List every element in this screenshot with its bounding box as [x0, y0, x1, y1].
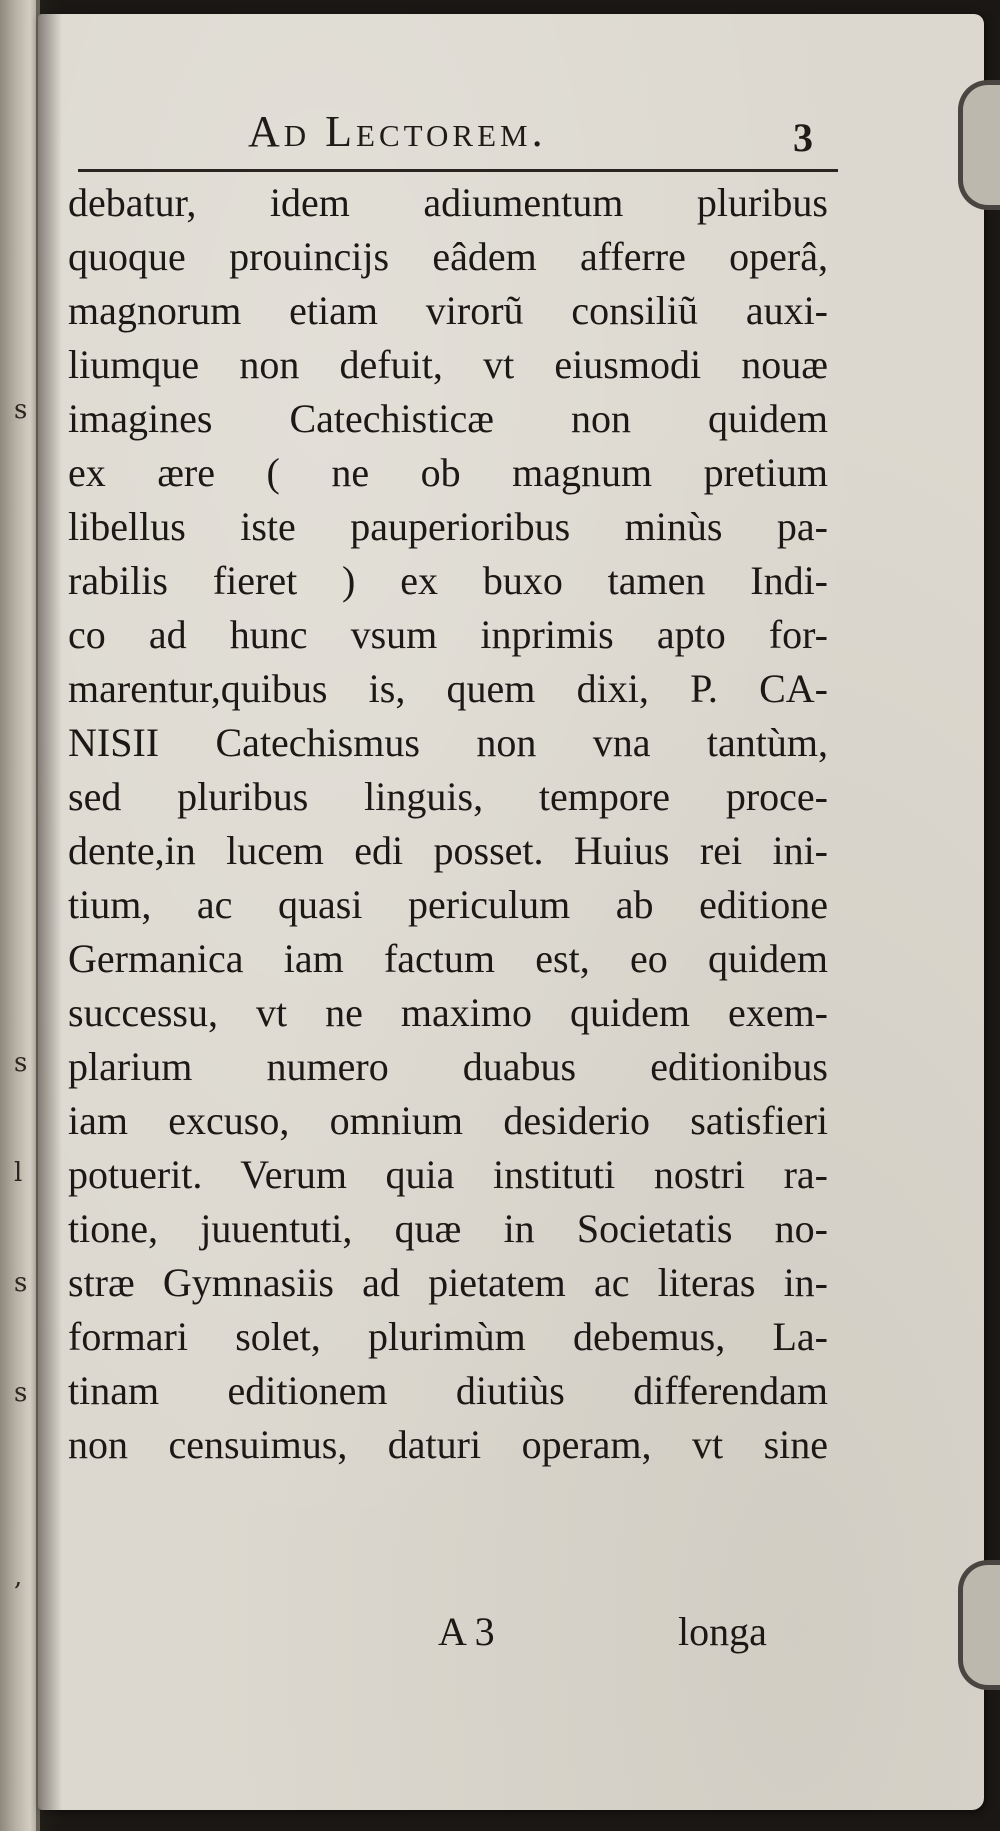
- header-rule: [78, 169, 838, 172]
- text-line: sed pluribus linguis, tempore proce-: [68, 774, 828, 819]
- text-line: formari solet, plurimùm debemus, La-: [68, 1314, 828, 1359]
- text-line: tione, juuentuti, quæ in Societatis no-: [68, 1206, 828, 1251]
- text-line: potuerit. Verum quia instituti nostri ra-: [68, 1152, 828, 1197]
- text-line: dente,in lucem edi posset. Huius rei ini-: [68, 828, 828, 873]
- running-head: Ad Lectorem.: [248, 107, 547, 156]
- text-line: quoque prouincijs eâdem afferre operâ,: [68, 234, 828, 279]
- catchword: longa: [678, 1609, 767, 1654]
- text-line: tinam editionem diutiùs differendam: [68, 1368, 828, 1413]
- text-line: ex ære ( ne ob magnum pretium: [68, 450, 828, 495]
- text-line: magnorum etiam virorũ consiliũ auxi-: [68, 288, 828, 333]
- text-line: rabilis fieret ) ex buxo tamen Indi-: [68, 558, 828, 603]
- facing-page-mark: l: [14, 1158, 23, 1188]
- body-text: [68, 176, 828, 1472]
- text-line: non censuimus, daturi operam, vt sine: [68, 1422, 828, 1467]
- text-line: Germanica iam factum est, eo quidem: [68, 936, 828, 981]
- text-line: successu, vt ne maximo quidem exem-: [68, 990, 828, 1035]
- facing-page-edge: [0, 0, 40, 1831]
- clasp-loop-bottom: [958, 1560, 1000, 1690]
- text-line: libellus iste pauperioribus minùs pa-: [68, 504, 828, 549]
- signature-mark: A 3: [438, 1609, 495, 1654]
- text-line: marentur,quibus is, quem dixi, P. CA-: [68, 666, 828, 711]
- text-line: imagines Catechisticæ non quidem: [68, 396, 828, 441]
- text-line: plarium numero duabus editionibus: [68, 1044, 828, 1089]
- text-line: NISII Catechismus non vna tantùm,: [68, 720, 828, 765]
- page-number: 3: [793, 115, 813, 160]
- facing-page-mark: s: [14, 1048, 28, 1078]
- text-line: debatur, idem adiumentum pluribus: [68, 180, 828, 225]
- facing-page-mark: s: [14, 1378, 28, 1408]
- facing-page-mark: s: [14, 1268, 28, 1298]
- text-line: iam excuso, omnium desiderio satisfieri: [68, 1098, 828, 1143]
- clasp-loop-top: [958, 80, 1000, 210]
- text-line: co ad hunc vsum inprimis apto for-: [68, 612, 828, 657]
- text-line: liumque non defuit, vt eiusmodi nouæ: [68, 342, 828, 387]
- text-line: stræ Gymnasiis ad pietatem ac literas in-: [68, 1260, 828, 1305]
- gutter-shadow: [36, 0, 62, 1831]
- book-page: [38, 14, 984, 1810]
- text-line: tium, ac quasi periculum ab editione: [68, 882, 828, 927]
- facing-page-mark: ,: [14, 1562, 23, 1592]
- facing-page-mark: s: [14, 395, 28, 425]
